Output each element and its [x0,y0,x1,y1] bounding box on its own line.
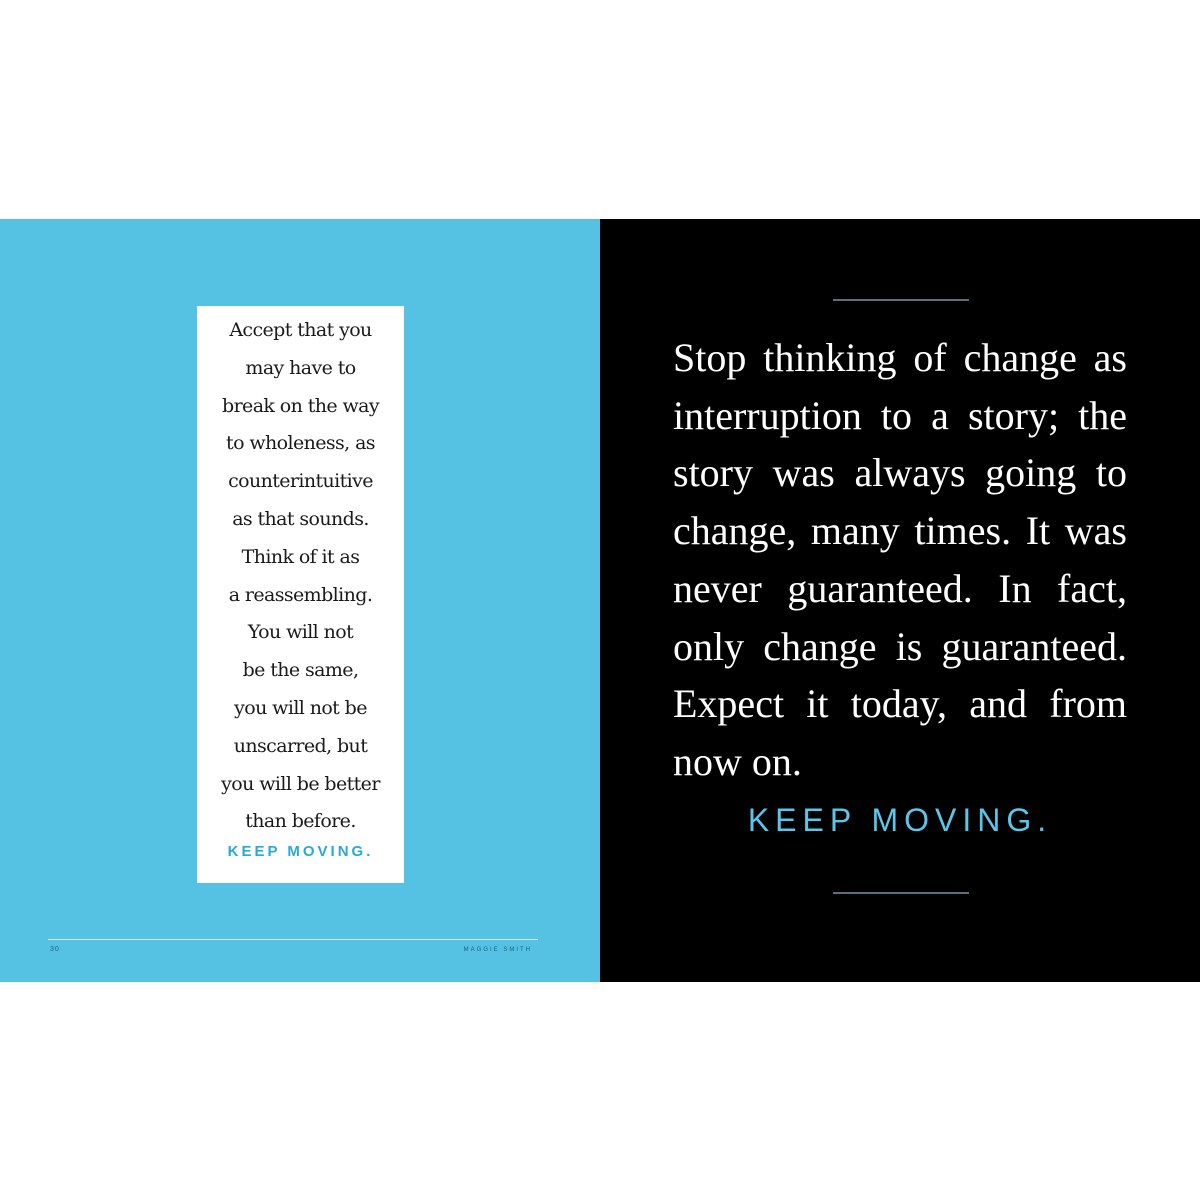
quote-line: only change is guaranteed. [673,623,1127,669]
card-line: you will be better [221,772,380,795]
card-line: be the same, [242,659,359,682]
tagline: KEEP MOVING. [747,802,1053,838]
card-line: you will not be [234,696,367,719]
left-page [0,219,600,982]
card-line: You will not [247,621,354,644]
quote-line: now on. [673,738,802,784]
footer-rule [48,939,538,940]
card-line: Think of it as [241,545,360,568]
card-tagline: KEEP MOVING. [227,843,374,861]
card-line: than before. [245,810,356,833]
right-page [600,219,1200,982]
card-line: break on the way [222,394,379,417]
quote-line: story was always going to [673,450,1127,496]
book-spread [0,219,1200,982]
quote-block [673,329,1127,791]
card-line: Accept that you [229,319,372,341]
top-rule [833,299,969,301]
quote-line: never guaranteed. In fact, [673,565,1127,611]
card-line: unscarred, but [233,734,368,757]
page-number: 30 [50,946,60,953]
bottom-rule [833,892,969,894]
quote-line: Expect it today, and from [673,681,1127,727]
running-footer-author: MAGGIE SMITH [463,947,532,953]
quote-line: Stop thinking of change as [673,335,1127,380]
quote-line: interruption to a story; the [673,392,1127,438]
card-line: a reassembling. [228,583,373,606]
card-line: as that sounds. [232,507,369,530]
quote-card [197,306,404,883]
card-line: counterintuitive [228,470,373,493]
card-line: to wholeness, as [226,432,375,455]
quote-line: change, many times. It was [673,508,1127,554]
card-line: may have to [245,356,356,379]
